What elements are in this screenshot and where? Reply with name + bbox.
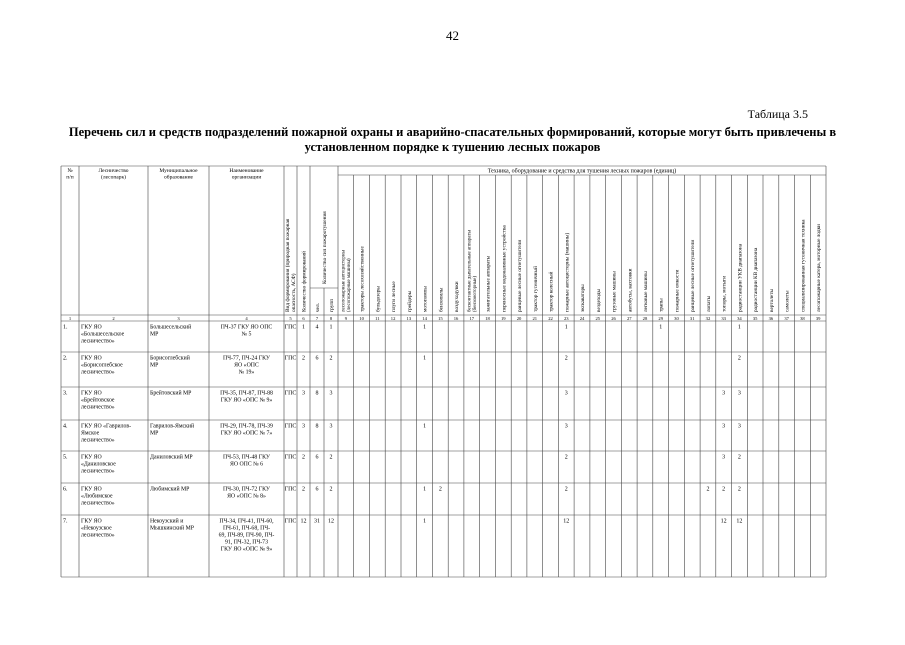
row-organization: ПЧ-77, ПЧ-24 ГКУ	[223, 355, 270, 362]
row-groups: 1	[329, 324, 333, 331]
row-municipality: Большесельский	[150, 324, 192, 331]
column-number: 33	[721, 316, 726, 321]
row-number: 7.	[63, 518, 68, 525]
row-groups: 3	[329, 390, 333, 397]
row-forestry: лесничество»	[81, 404, 115, 411]
row-formations: 2	[302, 486, 305, 493]
row-forestry: ГКУ ЯО	[81, 486, 102, 493]
header-organization: организации	[231, 174, 262, 181]
row-equipment-value: 1	[737, 324, 741, 331]
row-number: 3.	[63, 390, 68, 397]
header-equipment-28: легковые машины	[642, 271, 649, 312]
row-equipment-value: 1	[423, 355, 427, 362]
row-organization: ЯО ОПС № 6	[229, 461, 264, 468]
row-equipment-value: 12	[563, 518, 570, 525]
row-equipment-value: 2	[722, 486, 726, 493]
header-forestry: (лесопарк)	[101, 174, 126, 181]
row-organization: ГКУ ЯО «ОПС № 7»	[220, 430, 273, 437]
row-organization: № 19»	[238, 369, 255, 376]
column-number: 4	[245, 316, 248, 321]
header-equipment-23: пожарные автоцистерны (машины)	[564, 232, 571, 312]
column-number: 23	[563, 316, 569, 321]
column-number: 26	[611, 316, 616, 321]
header-equipment-30: пожарные емкости	[674, 269, 681, 312]
header-equipment-24: экскаваторы	[580, 284, 586, 312]
column-number: 2	[112, 316, 115, 321]
row-organization: ПЧ-61, ПЧ-68, ПЧ-	[222, 525, 271, 532]
row-formations: 12	[300, 518, 307, 525]
column-number: 29	[658, 316, 663, 321]
row-municipality: Борисоглебский	[150, 355, 190, 362]
column-number: 27	[626, 316, 632, 321]
row-municipality: МР	[150, 362, 159, 369]
row-equipment-value: 1	[423, 324, 427, 331]
row-formations: 2	[302, 355, 305, 362]
row-organization: ПЧ-53, ПЧ-48 ГКУ	[223, 454, 270, 461]
header-equipment-17: бесконтактные дыхательные аппараты	[467, 230, 473, 312]
row-forestry: Ямское	[81, 430, 100, 437]
row-forestry: ГКУ ЯО	[81, 518, 102, 525]
row-type: ГПС	[284, 355, 297, 362]
header-equipment-group: Техника, оборудование и средства для тушения лесных пожаров (единиц)	[487, 168, 677, 175]
row-municipality: Брейтовский МР	[150, 390, 192, 397]
row-type: ГПС	[284, 390, 297, 397]
header-equipment-32: лопаты	[705, 295, 712, 312]
row-forestry: «Некоузское	[81, 525, 112, 532]
header-equipment-16: воздуходувки	[454, 281, 461, 312]
header-equipment-31: ранцевые лесные огнетушители	[690, 239, 697, 312]
row-organization: ГКУ ЯО «ОПС № 9»	[220, 397, 273, 404]
row-number: 2.	[63, 355, 68, 362]
row-organization: 69, ПЧ-89, ПЧ-90, ПЧ-	[218, 532, 275, 539]
header-number: №	[67, 168, 73, 174]
column-number: 30	[674, 316, 679, 321]
header-equipment-35: радиостанции КВ диапазона	[753, 247, 760, 312]
row-equipment-value: 2	[737, 486, 741, 493]
row-people: 6	[315, 355, 319, 362]
row-forestry: «Любимское	[81, 493, 113, 500]
column-number: 16	[453, 316, 459, 321]
row-organization: № 5	[241, 331, 252, 338]
row-organization: ПЧ-29, ПЧ-78, ПЧ-39	[220, 423, 273, 430]
row-groups: 12	[328, 518, 334, 525]
row-forestry: лесничество»	[81, 500, 115, 507]
column-number: 32	[705, 316, 711, 321]
column-number: 28	[642, 316, 648, 321]
header-equipment-34: радиостанции УКВ диапазона	[737, 243, 744, 312]
row-equipment-value: 3	[722, 423, 726, 430]
row-municipality: МР	[150, 331, 159, 338]
row-organization: 91, ПЧ-32, ПЧ-73	[225, 539, 268, 546]
row-municipality: Гаврилов-Ямский	[150, 423, 195, 430]
column-number: 34	[737, 316, 742, 321]
row-organization: ГКУ ЯО «ОПС № 9»	[220, 546, 273, 553]
row-forestry: ГКУ ЯО «Гаврилов-	[81, 423, 132, 430]
column-number: 21	[532, 316, 538, 321]
row-groups: 2	[329, 486, 333, 493]
row-equipment-value: 3	[722, 390, 726, 397]
row-forestry: «Борисоглебское	[81, 362, 123, 369]
header-equipment-15: бензопилы	[438, 287, 445, 312]
row-number: 4.	[63, 423, 68, 430]
row-number: 5.	[63, 454, 68, 461]
row-equipment-value: 1	[423, 423, 427, 430]
column-number: 11	[375, 316, 380, 321]
row-equipment-value: 2	[706, 486, 710, 493]
header-equipment-39: лесопожарные катера, моторные лодки	[816, 223, 823, 312]
row-equipment-value: 3	[737, 423, 741, 430]
header-equipment-29: трапы	[658, 298, 665, 312]
row-equipment-value: 2	[737, 355, 741, 362]
header-equipment-14: мотопомпы	[422, 286, 429, 312]
row-equipment-value: 2	[438, 486, 442, 493]
row-people: 8	[315, 423, 319, 430]
column-number: 38	[800, 316, 805, 321]
header-municipality: образование	[164, 174, 193, 181]
column-number: 17	[469, 316, 475, 321]
row-equipment-value: 3	[722, 454, 726, 461]
row-organization: ПЧ-37 ГКУ ЯО ОПС	[220, 324, 273, 331]
row-forestry: лесничество»	[81, 468, 115, 475]
row-people: 4	[315, 324, 319, 331]
row-municipality: Мышкинский МР	[150, 525, 194, 532]
row-number: 6.	[63, 486, 68, 493]
row-forestry: «Большесельское	[81, 331, 125, 338]
header-equipment-37: самолеты	[784, 290, 791, 312]
row-type: ГПС	[284, 324, 297, 331]
header-organization: Наименование	[229, 168, 264, 174]
row-type: ГПС	[284, 454, 297, 461]
row-type: ГПС	[284, 423, 297, 430]
column-number: 39	[815, 316, 821, 321]
header-equipment-27: автобусы, вахтовки	[627, 268, 634, 312]
column-number: 19	[501, 316, 506, 321]
column-number: 5	[289, 316, 292, 321]
header-number: п/п	[66, 174, 74, 181]
row-forestry: ГКУ ЯО	[81, 454, 102, 461]
row-forestry: лесничество»	[81, 437, 115, 444]
header-forces-count: Количество сил пожаротушения	[322, 211, 328, 284]
row-type: ГПС	[284, 518, 297, 525]
row-equipment-value: 2	[564, 486, 568, 493]
column-number: 6	[302, 316, 305, 321]
row-type: ГПС	[284, 486, 297, 493]
row-forestry: «Брейтовское	[81, 397, 115, 404]
column-number: 15	[438, 316, 443, 321]
row-equipment-value: 2	[564, 355, 568, 362]
column-number: 7	[315, 316, 319, 321]
header-equipment-9: лесопожарные автоцистерны	[341, 250, 347, 312]
row-equipment-value: 12	[720, 518, 727, 525]
column-number: 18	[485, 316, 490, 321]
header-equipment-36: вертолеты	[768, 288, 775, 312]
row-municipality: Некоузский и	[150, 518, 184, 525]
row-people: 6	[315, 454, 319, 461]
row-forestry: ГКУ ЯО	[81, 390, 102, 397]
header-equipment-13: грейдеры	[406, 290, 413, 312]
column-number: 36	[768, 316, 774, 321]
column-number: 24	[579, 316, 585, 321]
row-organization: ПЧ-30, ПЧ-72 ГКУ	[223, 486, 270, 493]
row-equipment-value: 3	[564, 423, 568, 430]
header-equipment-20: ранцевые лесные огнетушители	[517, 239, 524, 312]
header-equipment-25: вездеходы	[595, 288, 602, 312]
column-number: 14	[422, 316, 427, 321]
row-equipment-value: 12	[736, 518, 743, 525]
header-equipment-12: плуги лесные	[391, 281, 398, 312]
row-equipment-value: 1	[423, 486, 427, 493]
table-label: Таблица 3.5	[747, 107, 808, 121]
column-number: 31	[689, 316, 695, 321]
row-municipality: Даниловский МР	[150, 454, 193, 461]
row-formations: 3	[302, 390, 305, 397]
row-groups: 2	[329, 355, 333, 362]
row-formations: 1	[302, 324, 305, 331]
header-municipality: Муниципальное	[159, 168, 198, 174]
row-organization: ПЧ-34, ПЧ-41, ПЧ-60,	[219, 518, 274, 525]
row-forestry: ГКУ ЯО	[81, 355, 102, 362]
header-equipment-10: тракторы лесохозяйственные	[359, 246, 366, 312]
header-equipment-19: переносные водоналивные устройства	[501, 225, 508, 312]
header-equipment-26: грузовые машины	[611, 271, 618, 312]
header-formation-type: Вид формирования (природная пожарная	[285, 218, 291, 312]
header-equipment-18: зажигательные аппараты	[485, 255, 492, 312]
header-equipment-9: (лесопожарные машины)	[347, 258, 353, 312]
row-organization: ЯО «ОПС	[234, 362, 259, 369]
header-equipment-38: специализированная гусеничная техника	[800, 219, 807, 312]
header-equipment-17: (бензомоторные)	[473, 275, 479, 312]
table-title: Перечень сил и средств подразделений пожарной охраны и аварийно-спасательных формирований, которые могут быть привлечены в установленном порядке к тушению лесных пожаров	[68, 125, 837, 154]
header-equipment-33: топоры, мотыги	[721, 275, 728, 312]
row-forestry: лесничество»	[81, 532, 115, 539]
row-organization: ПЧ-35, ПЧ-87, ПЧ-88	[220, 390, 273, 397]
header-equipment-21: трактор гусеничный	[532, 266, 539, 312]
row-equipment-value: 2	[564, 454, 568, 461]
row-forestry: лесничество»	[81, 369, 115, 376]
row-equipment-value: 2	[737, 454, 741, 461]
header-people: чел.	[315, 303, 321, 312]
column-number: 22	[548, 316, 553, 321]
header-formations-count: Количество формирований	[301, 251, 308, 312]
column-number: 12	[390, 316, 396, 321]
row-equipment-value: 3	[737, 390, 741, 397]
header-forestry: Лесничество	[98, 168, 129, 174]
column-number: 1	[68, 316, 72, 321]
column-number: 35	[752, 316, 758, 321]
row-people: 31	[314, 518, 320, 525]
row-groups: 3	[329, 423, 333, 430]
row-equipment-value: 1	[564, 324, 568, 331]
row-groups: 2	[329, 454, 333, 461]
column-number: 20	[516, 316, 522, 321]
row-municipality: Любимский МР	[150, 486, 190, 493]
header-groups: групп	[329, 298, 335, 312]
column-number: 10	[359, 316, 364, 321]
header-equipment-22: трактор колесный	[548, 271, 555, 312]
row-formations: 3	[302, 423, 305, 430]
column-number: 37	[784, 316, 789, 321]
row-forestry: ГКУ ЯО	[81, 324, 102, 331]
row-people: 6	[315, 486, 319, 493]
page-number: 42	[446, 28, 459, 43]
row-people: 8	[315, 390, 319, 397]
row-forestry: «Даниловское	[81, 461, 116, 468]
column-number: 25	[595, 316, 601, 321]
row-equipment-value: 1	[659, 324, 663, 331]
column-number: 8	[329, 316, 333, 321]
row-formations: 2	[302, 454, 305, 461]
row-equipment-value: 3	[564, 390, 568, 397]
row-municipality: МР	[150, 430, 159, 437]
column-number: 3	[177, 316, 180, 321]
header-equipment-11: бульдозеры	[375, 286, 382, 312]
column-number: 13	[406, 316, 412, 321]
row-number: 1.	[63, 324, 68, 331]
row-organization: ЯО «ОПС № 8»	[227, 493, 266, 500]
row-equipment-value: 1	[423, 518, 427, 525]
header-formation-type: опасность, АСФ)	[291, 273, 297, 312]
column-number: 9	[344, 316, 347, 321]
row-forestry: лесничество»	[81, 338, 115, 345]
